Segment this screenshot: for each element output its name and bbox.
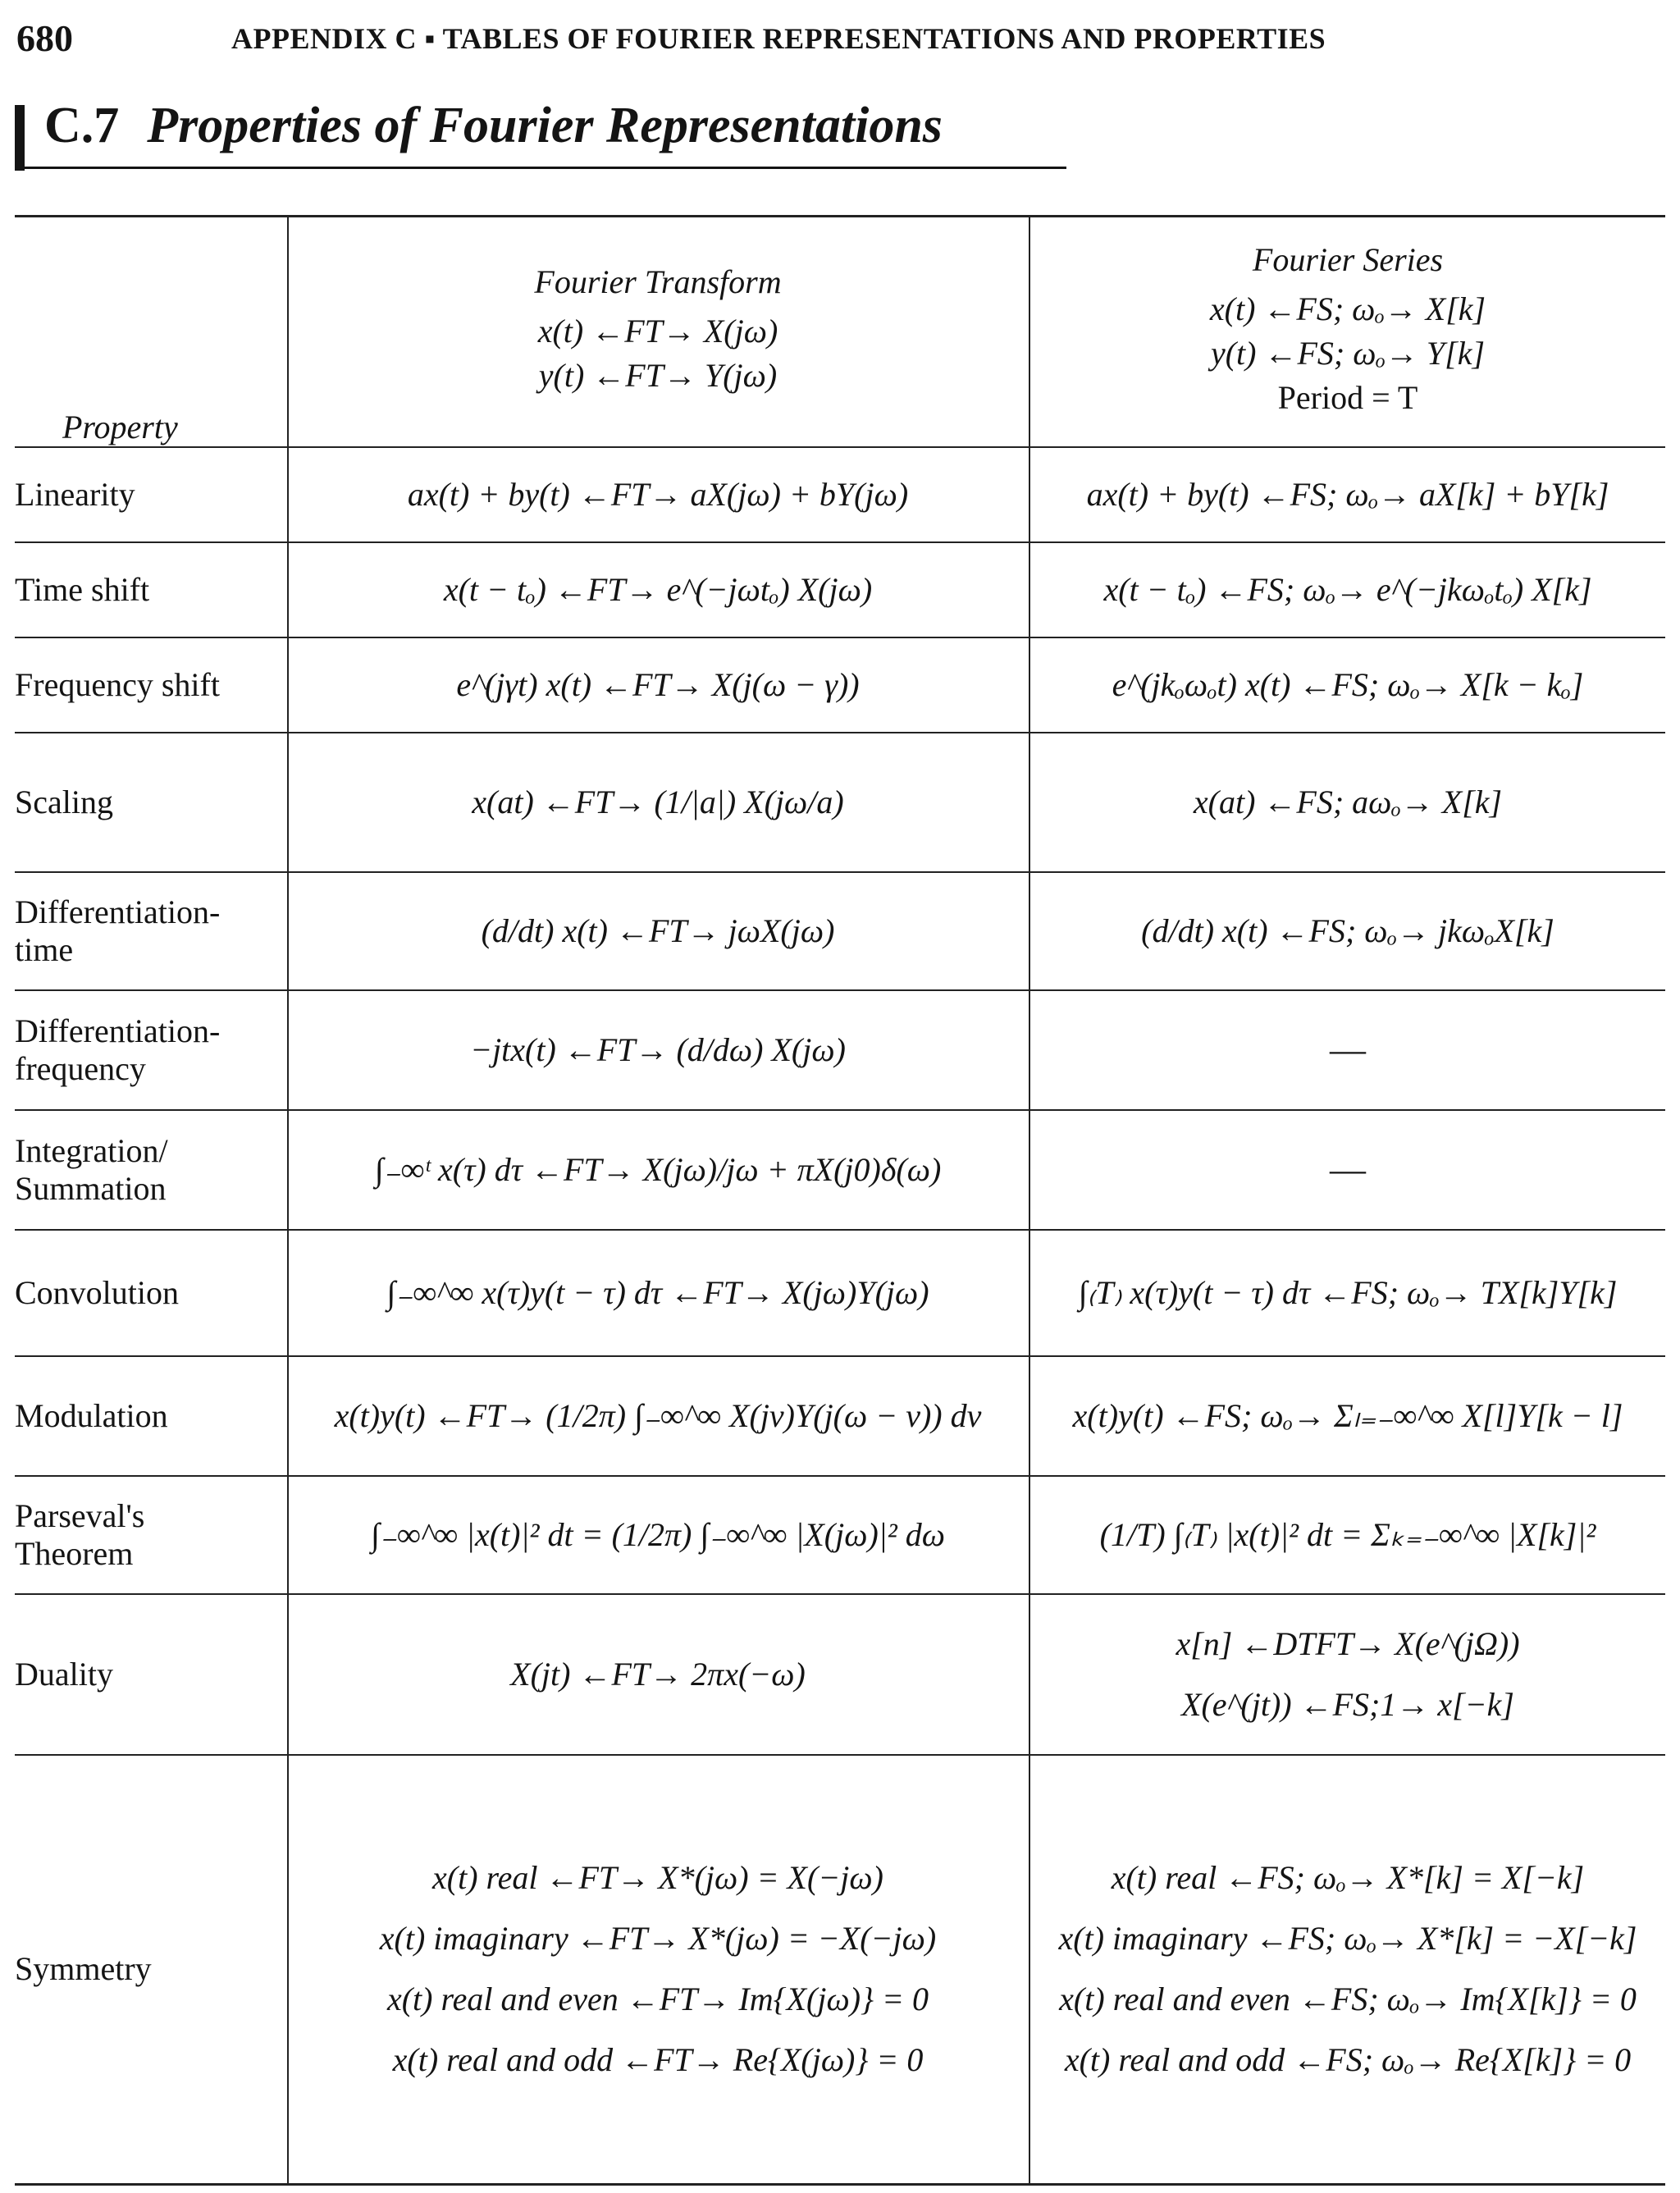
fs-title: Fourier Series	[1252, 241, 1444, 278]
property-differentiation-time: Differentiation- time	[15, 893, 221, 968]
fs-time-shift: x(t − tₒ) ←FS; ωₒ→ e^(−jkωₒtₒ) X[k]	[1103, 571, 1592, 608]
property-convolution: Convolution	[15, 1274, 180, 1311]
property-linearity: Linearity	[15, 476, 135, 513]
fs-symmetry-line: x(t) real ←FS; ωₒ→ X*[k] = X[−k]	[1111, 1859, 1585, 1896]
ft-differentiation-time: (d/dt) x(t) ←FT→ jωX(jω)	[481, 912, 835, 949]
header-fourier-series	[1030, 215, 1665, 446]
property-modulation: Modulation	[15, 1397, 168, 1434]
section-title-text: Properties of Fourier Representations	[147, 98, 943, 153]
property-duality: Duality	[15, 1656, 113, 1693]
fs-duality-line: x[n] ←DTFT→ X(e^(jΩ))	[1176, 1625, 1520, 1662]
title-underline	[15, 167, 1066, 169]
ft-scaling: x(at) ←FT→ (1/|a|) X(jω/a)	[472, 784, 844, 820]
fs-symmetry-line: x(t) real and odd ←FS; ωₒ→ Re{X[k]} = 0	[1064, 2041, 1632, 2078]
ft-integration-summation: ∫₋∞ᵗ x(τ) dτ ←FT→ X(jω)/jω + πX(j0)δ(ω)	[374, 1151, 942, 1188]
fs-frequency-shift: e^(jkₒωₒt) x(t) ←FS; ωₒ→ X[k − kₒ]	[1112, 666, 1584, 703]
ft-linearity: ax(t) + by(t) ←FT→ aX(jω) + bY(jω)	[407, 476, 909, 513]
header-fourier-transform	[289, 215, 1027, 446]
property-integration-summation: Integration/ Summation	[15, 1132, 168, 1207]
section-title	[44, 97, 943, 155]
ft-modulation: x(t)y(t) ←FT→ (1/2π) ∫₋∞^∞ X(jν)Y(j(ω − ν)) dν	[334, 1397, 982, 1434]
fs-duality-line: X(e^(jt)) ←FS;1→ x[−k]	[1181, 1686, 1514, 1723]
property-time-shift: Time shift	[15, 571, 150, 608]
properties-table	[15, 215, 1665, 2186]
ft-pair-y: y(t) ←FT→ Y(jω)	[538, 357, 778, 394]
fs-linearity: ax(t) + by(t) ←FS; ωₒ→ aX[k] + bY[k]	[1086, 476, 1609, 513]
property-scaling: Scaling	[15, 784, 113, 820]
ft-pair-x: x(t) ←FT→ X(jω)	[537, 313, 778, 350]
ft-frequency-shift: e^(jγt) x(t) ←FT→ X(j(ω − γ))	[456, 666, 860, 703]
fs-parsevals-theorem: (1/T) ∫₍T₎ |x(t)|² dt = Σₖ₌₋∞^∞ |X[k]|²	[1099, 1516, 1596, 1553]
ft-convolution: ∫₋∞^∞ x(τ)y(t − τ) dτ ←FT→ X(jω)Y(jω)	[386, 1274, 929, 1311]
running-head	[16, 16, 1657, 66]
ft-symmetry-line: x(t) real and even ←FT→ Im{X(jω)} = 0	[386, 1981, 929, 2017]
fs-convolution: ∫₍T₎ x(τ)y(t − τ) dτ ←FS; ωₒ→ TX[k]Y[k]	[1078, 1274, 1618, 1311]
fs-symmetry-line: x(t) imaginary ←FS; ωₒ→ X*[k] = −X[−k]	[1058, 1920, 1637, 1957]
fs-differentiation-frequency: —	[1330, 1029, 1366, 1070]
fs-symmetry-line: x(t) real and even ←FS; ωₒ→ Im{X[k]} = 0	[1059, 1981, 1637, 2017]
ft-symmetry-line: x(t) imaginary ←FT→ X*(jω) = −X(−jω)	[379, 1920, 937, 1957]
ft-symmetry	[289, 1756, 1027, 2182]
section-marker-bar	[15, 105, 25, 171]
fs-period: Period = T	[1277, 379, 1418, 416]
property-differentiation-frequency: Differentiation- frequency	[15, 1012, 221, 1087]
property-frequency-shift: Frequency shift	[15, 666, 220, 703]
ft-symmetry-line: x(t) real ←FT→ X*(jω) = X(−jω)	[432, 1859, 883, 1896]
fs-integration-summation: —	[1330, 1149, 1366, 1190]
ft-symmetry-line: x(t) real and odd ←FT→ Re{X(jω)} = 0	[392, 2041, 924, 2078]
ft-differentiation-frequency: −jtx(t) ←FT→ (d/dω) X(jω)	[470, 1031, 846, 1068]
table-bottom-rule	[15, 2183, 1665, 2186]
ft-time-shift: x(t − tₒ) ←FT→ e^(−jωtₒ) X(jω)	[443, 571, 873, 608]
page-number: 680	[16, 17, 73, 59]
header-property: Property	[62, 409, 178, 445]
fs-symmetry	[1030, 1756, 1665, 2182]
property-symmetry: Symmetry	[15, 1950, 152, 1987]
fs-differentiation-time: (d/dt) x(t) ←FS; ωₒ→ jkωₒX[k]	[1141, 912, 1554, 949]
fs-pair-y: y(t) ←FS; ωₒ→ Y[k]	[1210, 335, 1486, 372]
running-title: APPENDIX C ▪ TABLES OF FOURIER REPRESENTATIONS AND PROPERTIES	[231, 22, 1326, 55]
fs-scaling: x(at) ←FS; aωₒ→ X[k]	[1193, 784, 1503, 820]
ft-duality: X(jt) ←FT→ 2πx(−ω)	[510, 1656, 806, 1693]
ft-title: Fourier Transform	[534, 263, 782, 300]
fs-pair-x: x(t) ←FS; ωₒ→ X[k]	[1209, 290, 1486, 327]
ft-parsevals-theorem: ∫₋∞^∞ |x(t)|² dt = (1/2π) ∫₋∞^∞ |X(jω)|² dω	[371, 1516, 945, 1553]
section-number: C.7	[44, 98, 120, 153]
property-parsevals-theorem: Parseval's Theorem	[15, 1497, 145, 1572]
fs-modulation: x(t)y(t) ←FS; ωₒ→ Σₗ₌₋∞^∞ X[l]Y[k − l]	[1072, 1397, 1623, 1434]
fs-duality	[1030, 1595, 1665, 1754]
